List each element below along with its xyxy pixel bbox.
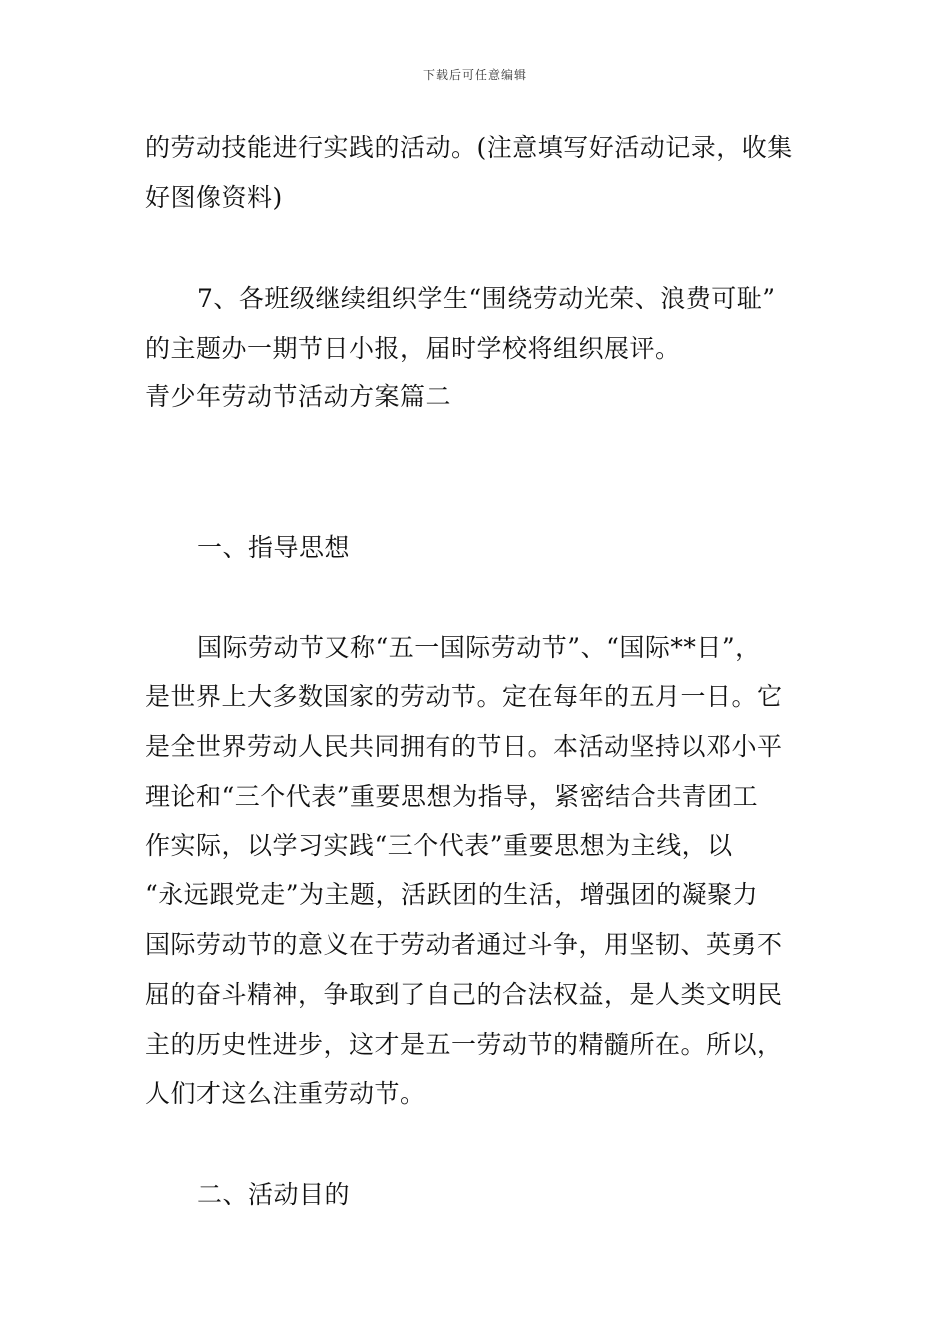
paragraph-line: 国际劳动节的意义在于劳动者通过斗争，用坚韧、英勇不 <box>145 930 783 959</box>
page-header: 下载后可任意编辑 <box>422 68 527 82</box>
paragraph-line: 理论和“三个代表”重要思想为指导，紧密结合共青团工 <box>145 782 759 811</box>
subsection-heading: 一、指导思想 <box>197 533 351 562</box>
paragraph-line: 国际劳动节又称“五一国际劳动节”、“国际**日”， <box>197 633 761 662</box>
paragraph-line: 主的历史性进步，这才是五一劳动节的精髓所在。所以， <box>145 1030 783 1059</box>
paragraph-line: 是世界上大多数国家的劳动节。定在每年的五月一日。它 <box>145 682 783 711</box>
paragraph-line: 的劳动技能进行实践的活动。(注意填写好活动记录，收集 <box>145 133 793 162</box>
paragraph-line: 的主题办一期节日小报，届时学校将组织展评。 <box>145 334 681 363</box>
paragraph-line: 7、各班级继续组织学生“围绕劳动光荣、浪费可耻” <box>197 284 776 313</box>
paragraph-line: “永远跟党走”为主题，活跃团的生活，增强团的凝聚力 <box>145 880 759 909</box>
paragraph-line: 人们才这么注重劳动节。 <box>145 1079 426 1108</box>
paragraph-line: 好图像资料) <box>145 183 283 212</box>
section-heading: 青少年劳动节活动方案篇二 <box>145 382 452 411</box>
paragraph-line: 是全世界劳动人民共同拥有的节日。本活动坚持以邓小平 <box>145 732 783 761</box>
subsection-heading: 二、活动目的 <box>197 1180 351 1209</box>
paragraph-line: 作实际，以学习实践“三个代表”重要思想为主线，以 <box>145 831 733 860</box>
paragraph-line: 屈的奋斗精神，争取到了自己的合法权益，是人类文明民 <box>145 980 783 1009</box>
